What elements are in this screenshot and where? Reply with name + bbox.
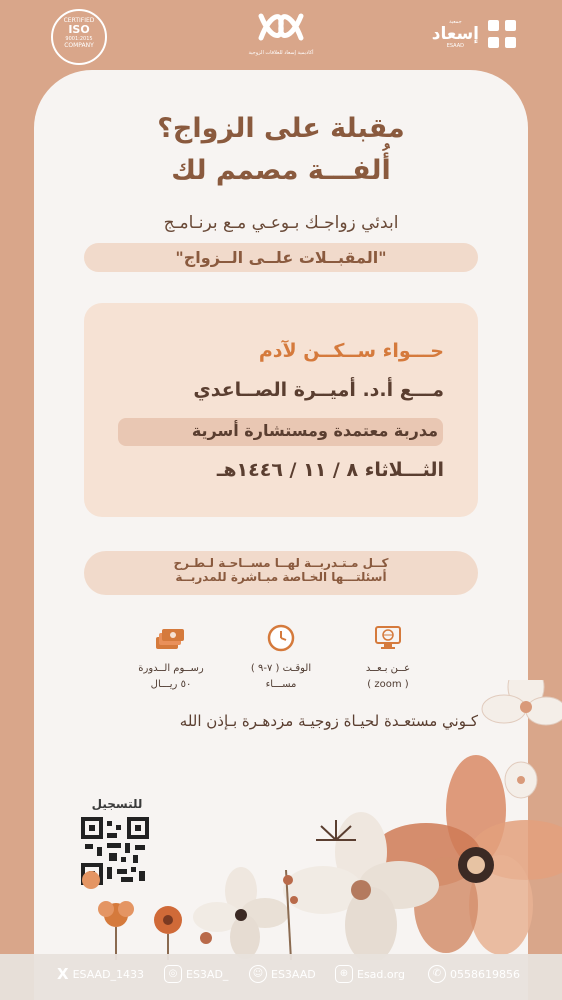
course-info-box: [84, 303, 478, 517]
footer-web[interactable]: [335, 965, 405, 983]
center-logo: [246, 10, 316, 58]
program-name-pill: "المقبــلات علــى الــزواج": [84, 243, 478, 272]
footer-instagram[interactable]: [164, 965, 228, 983]
flower-decoration: [56, 680, 562, 960]
iso-badge-mid: ISO: [68, 23, 90, 36]
note-line-1: كــل مـتـدربــة لهــا مســاحـة لـطـرح: [173, 556, 389, 570]
course-title: حـــواء ســكــن لآدم: [258, 340, 444, 362]
course-date: الثـــلاثاء ٨ / ١١ / ١٤٤٦هـ: [216, 459, 444, 481]
presenter-role: مدربة معتمدة ومستشارة أسرية: [191, 421, 438, 440]
remote-label-1: عــن بـعــد: [365, 663, 411, 674]
note-pill: [84, 551, 478, 595]
web-icon: ⊕: [335, 965, 353, 983]
brand-logo: [423, 14, 519, 54]
brand-name: إسعاد: [431, 24, 479, 44]
fee-label-2: ٥٠ ريـــال: [150, 679, 192, 690]
footer-snapchat-text: ES3AAD: [271, 967, 316, 981]
title-line-2: أُلفـــة مصمم لك: [171, 155, 391, 186]
monitor-globe-icon: [373, 623, 403, 653]
brand-latin: ESAAD: [446, 43, 464, 49]
phone-icon: ✆: [428, 965, 446, 983]
instagram-icon: ◎: [164, 965, 182, 983]
brand-small: جمعية: [449, 19, 462, 25]
footer-x-text: ESAAD_1433: [72, 967, 145, 981]
note-line-2: أسئلتـــها الخـاصة مبـاشرة للمدربــة: [175, 570, 387, 584]
remote-label-2: ( zoom ): [367, 679, 409, 690]
footer-x[interactable]: [57, 965, 144, 983]
x-icon: X: [57, 965, 69, 983]
money-stack-icon: [154, 623, 188, 653]
fee-label-1: رســوم الــدورة: [138, 663, 204, 674]
snapchat-icon: ☺: [249, 965, 267, 983]
iso-badge: [51, 9, 107, 65]
knot-logo-icon: [253, 10, 309, 44]
footer-instagram-text: ES3AD_: [186, 967, 229, 981]
title-line-1: مقبلة على الزواج؟: [157, 113, 405, 144]
time-label-1: الوقـت ( ٧-٩ ): [250, 663, 312, 674]
footer-phone[interactable]: [428, 965, 520, 983]
iso-badge-bottom: COMPANY: [64, 42, 94, 49]
register-label: للتسجيل: [91, 797, 143, 811]
intro-text: ابدئي زواجـك بـوعـي مـع برنـامـج: [163, 213, 399, 233]
clock-icon: [266, 623, 296, 653]
footer-web-text: Esad.org: [357, 967, 405, 981]
footer-phone-text: 0558619856: [450, 967, 520, 981]
center-tagline: أكاديمية إسعاد للعلاقات الزوجية: [248, 50, 314, 56]
footer-snapchat[interactable]: [249, 965, 316, 983]
iso-badge-top: CERTIFIED: [63, 17, 95, 24]
brand-mark-icon: [485, 17, 519, 51]
iso-badge-num: 9001:2015: [65, 36, 93, 42]
presenter-name: مـــع أ.د. أميــرة الصــاعدي: [193, 379, 444, 401]
time-label-2: مســـاء: [265, 679, 297, 690]
closing-text: كـوني مستعـدة لحيـاة زوجيـة مزدهـرة بـإذن الله: [179, 712, 478, 730]
